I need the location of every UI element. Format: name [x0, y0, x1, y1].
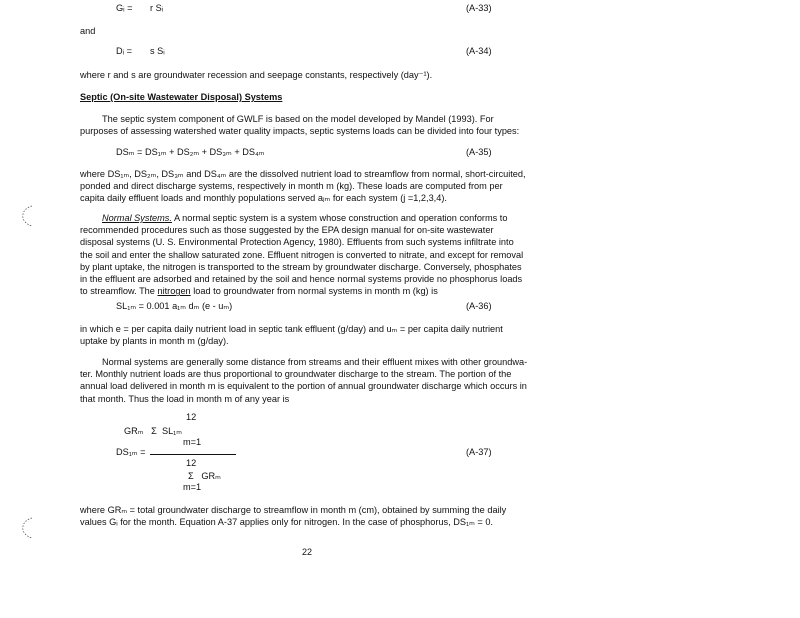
- paragraph-line: ter. Monthly nutrient loads are thus proportional to groundwater discharge to the stream. The portion of the: [80, 369, 512, 380]
- normal-systems-label: Normal Systems.: [102, 213, 172, 223]
- paragraph-line: capita daily effluent loads and monthly populations served aⱼₘ for each system (j =1,2,3,4).: [80, 193, 447, 204]
- paragraph-line: by plant uptake, the nitrogen is transported to the stream by groundwater discharge. Conversely, phosphates: [80, 261, 522, 272]
- page-number: 22: [302, 547, 313, 557]
- fraction-bar: [150, 454, 236, 455]
- paragraph-where-gr: [80, 504, 536, 528]
- eq-a37-number: (A-37): [466, 447, 492, 457]
- eq-a35-number: (A-35): [466, 147, 492, 157]
- paragraph-line: where GRₘ = total groundwater discharge to streamflow in month m (cm), obtained by summing the daily: [80, 505, 507, 515]
- paragraph-line: recommended procedures such as those suggested by the EPA design manual for on-site wastewater: [80, 225, 494, 236]
- eq-a37-top-limit: 12: [186, 412, 197, 422]
- paragraph-line-text: A normal septic system is a system whose construction and operation conforms to: [171, 213, 508, 223]
- paragraph-line: Normal systems are generally some distance from streams and their effluent mixes with other groundwa-: [102, 357, 528, 367]
- and-text: and: [80, 26, 96, 36]
- paragraph-line: purposes of assessing watershed water quality impacts, septic systems loads can be divided into four types:: [80, 126, 520, 137]
- eq-a37-num-index: m=1: [183, 437, 202, 447]
- paragraph-where-ds: [80, 168, 536, 205]
- paragraph-line-text: load to groundwater from normal systems in month m (kg) is: [190, 286, 438, 297]
- paragraph-intro: [80, 113, 536, 137]
- eq-a37-bottom-limit: 12: [186, 458, 197, 468]
- eq-a37-den-index: m=1: [183, 482, 202, 492]
- eq-a34-rhs: s Sᵢ: [150, 46, 165, 56]
- nitrogen-word: nitrogen: [157, 286, 191, 297]
- paragraph-line: [80, 285, 536, 297]
- paragraph-line: in which e = per capita daily nutrient load in septic tank effluent (g/day) and uₘ = per capita daily nutrient: [80, 324, 503, 334]
- eq-a36-text: SL₁ₘ = 0.001 a₁ₘ dₘ (e - uₘ): [116, 301, 233, 311]
- paragraph-line: uptake by plants in month m (g/day).: [80, 336, 229, 347]
- paragraph-line: in the effluent are adsorbed and retained by the soil and hence normal systems provide no phosphorus loads: [80, 274, 523, 285]
- paragraph-line: where DS₁ₘ, DS₂ₘ, DS₃ₘ and DS₄ₘ are the dissolved nutrient load to streamflow from normal, short-circuited,: [80, 169, 526, 179]
- paragraph-where-e: [80, 323, 536, 347]
- eq-a34-lhs: Dᵢ =: [116, 46, 132, 56]
- eq-a34-number: (A-34): [466, 46, 492, 56]
- punch-hole-mark-top: [20, 204, 34, 228]
- eq-a33-lhs: Gᵢ =: [116, 3, 133, 13]
- paragraph-line: that month. Thus the load in month m of any year is: [80, 393, 290, 404]
- paragraph-line: values Gᵢ for the month. Equation A-37 applies only for nitrogen. In the case of phosphorus, DS₁ₘ = 0.: [80, 517, 493, 528]
- where-r-s-text: where r and s are groundwater recession and seepage constants, respectively (day⁻¹).: [80, 70, 433, 80]
- paragraph-line: [80, 212, 536, 224]
- paragraph-line: disposal systems (U. S. Environmental Protection Agency, 1980). Effluents from such systems infiltrate into: [80, 237, 514, 248]
- paragraph-generally: [80, 356, 536, 405]
- paragraph-line: annual load delivered in month m is equivalent to the portion of annual groundwater discharge which occurs in: [80, 381, 527, 392]
- paragraph-line: ponded and direct discharge systems, respectively in month m (kg). These loads are computed from per: [80, 181, 503, 192]
- eq-a33-number: (A-33): [466, 3, 492, 13]
- eq-a37-denominator: Σ GRₘ: [188, 471, 221, 481]
- paragraph-line-text: to streamflow. The: [80, 286, 155, 297]
- eq-a33-rhs: r Sᵢ: [150, 3, 164, 13]
- eq-a35-text: DSₘ = DS₁ₘ + DS₂ₘ + DS₃ₘ + DS₄ₘ: [116, 147, 265, 157]
- eq-a36-number: (A-36): [466, 301, 492, 311]
- section-heading: Septic (On-site Wastewater Disposal) Systems: [80, 92, 283, 102]
- eq-a37-numerator: GRₘ Σ SL₁ₘ: [124, 426, 183, 436]
- punch-hole-mark-bottom: [20, 516, 34, 540]
- paragraph-line: The septic system component of GWLF is based on the model developed by Mandel (1993). For: [102, 114, 494, 124]
- paragraph-normal-systems: [80, 212, 536, 297]
- eq-a37-lhs: DS₁ₘ =: [116, 447, 146, 457]
- paragraph-line: the soil and enter the shallow saturated zone. Effluent nitrogen is converted to nitrate, and except for removal: [80, 249, 524, 260]
